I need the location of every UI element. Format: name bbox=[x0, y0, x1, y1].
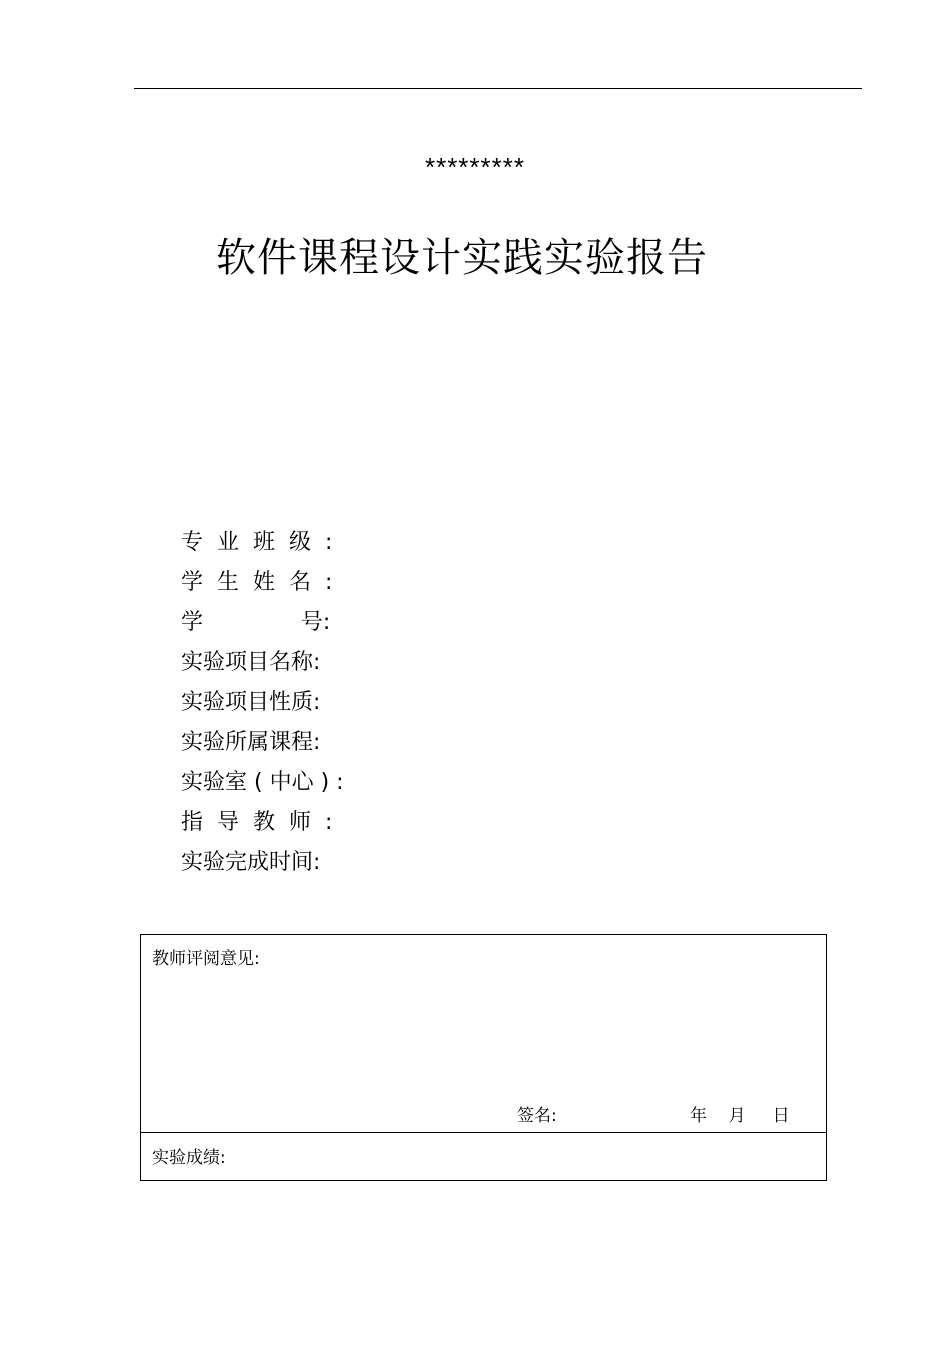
field-student-name: 学 生 姓 名 : bbox=[181, 570, 333, 595]
field-student-id: 学 号: bbox=[181, 610, 331, 635]
review-comment-cell bbox=[141, 935, 826, 1133]
school-name: ********* bbox=[424, 152, 526, 182]
field-project-nature: 实验项目性质: bbox=[181, 690, 321, 715]
date-label: 年 月 日 bbox=[690, 1106, 790, 1126]
review-table bbox=[140, 934, 827, 1181]
header-rule bbox=[134, 88, 862, 89]
field-lab-center: 实验室 ( 中心 ) : bbox=[181, 770, 344, 795]
info-fields bbox=[181, 528, 344, 888]
signature-label: 签名: bbox=[517, 1106, 557, 1126]
field-project-name: 实验项目名称: bbox=[181, 650, 321, 675]
score-label: 实验成绩: bbox=[152, 1148, 226, 1168]
review-comment-label: 教师评阅意见: bbox=[152, 949, 260, 969]
field-completion-time: 实验完成时间: bbox=[181, 850, 321, 875]
field-major-class: 专 业 班 级 : bbox=[181, 530, 333, 555]
field-instructor: 指 导 教 师 : bbox=[181, 810, 333, 835]
report-title: 软件课程设计实践实验报告 bbox=[216, 235, 708, 281]
field-course: 实验所属课程: bbox=[181, 730, 321, 755]
